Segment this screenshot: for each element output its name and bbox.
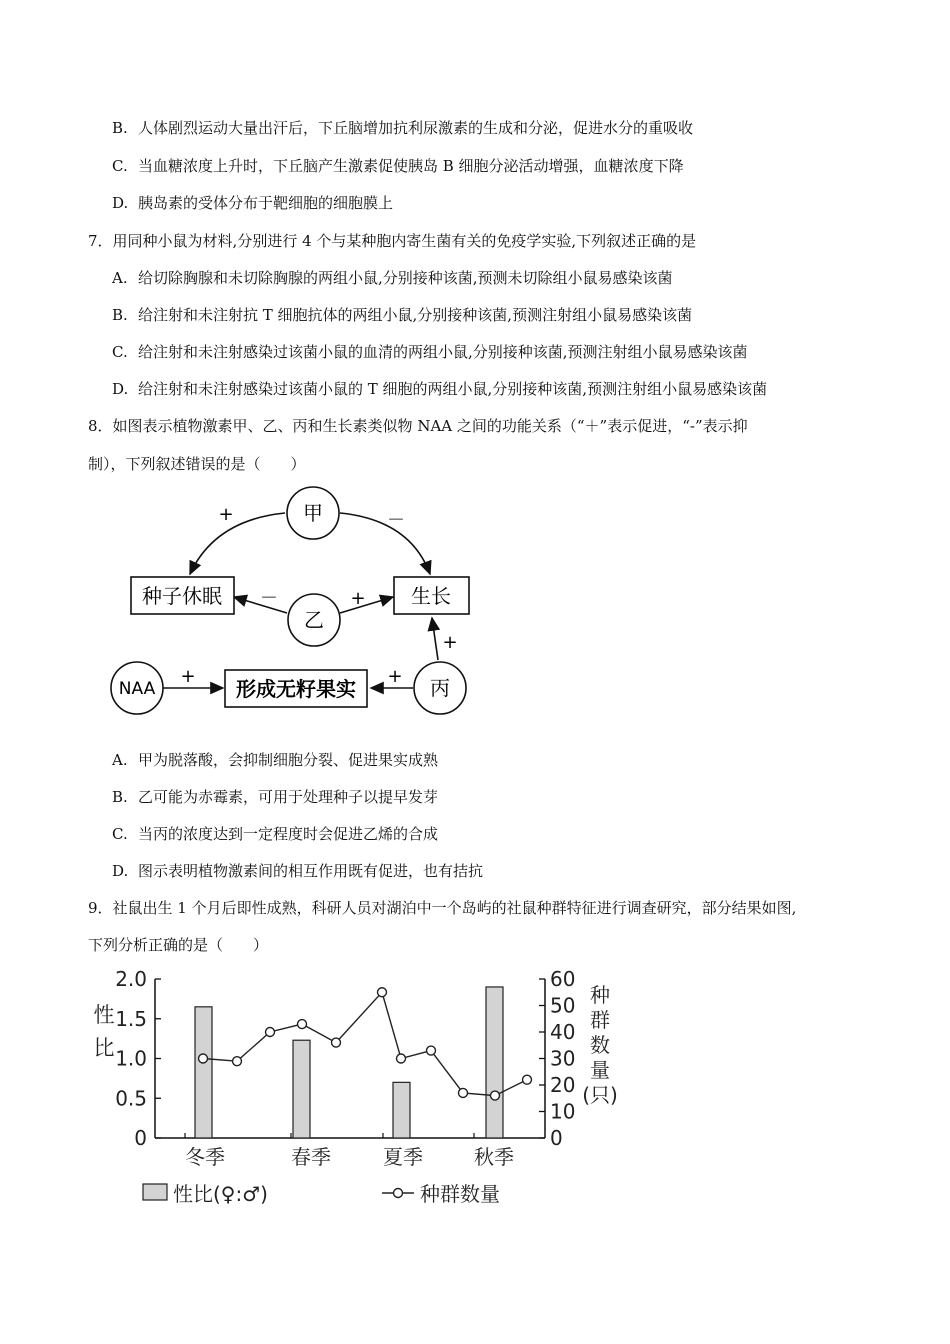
right-tick-label: 30 (550, 1046, 576, 1071)
population-point (378, 988, 387, 997)
population-point (397, 1054, 406, 1063)
sign-minus-yi-dormancy: － (260, 588, 278, 609)
category-label: 秋季 (474, 1145, 514, 1169)
right-axis-label: 种 (590, 983, 610, 1007)
sex-ratio-bar (195, 1007, 212, 1138)
left-tick-label: 0.5 (115, 1086, 147, 1111)
population-point (233, 1057, 242, 1066)
category-label: 夏季 (383, 1145, 423, 1169)
right-axis-label: (只) (582, 1083, 618, 1107)
legend-line-label: 种群数量 (420, 1182, 500, 1206)
population-point (199, 1054, 208, 1063)
population-point (491, 1091, 500, 1100)
left-tick-label: 1.5 (115, 1006, 147, 1031)
q7-stem: 7．用同种小鼠为材料,分别进行 4 个与某种胞内寄生菌有关的免疫学实验,下列叙述正确的是 (88, 232, 697, 250)
left-tick-label: 1.0 (115, 1046, 147, 1071)
sign-plus-naa-fruit: + (180, 666, 196, 687)
sex-ratio-bar (486, 987, 503, 1138)
population-point (459, 1088, 468, 1097)
right-tick-label: 0 (550, 1126, 563, 1150)
q7-option-d: D. 给注射和未注射感染过该菌小鼠的 T 细胞的两组小鼠,分别接种该菌,预测注射组小鼠易感染该菌 (112, 380, 768, 398)
left-axis-label: 比 (93, 1036, 115, 1060)
sign-plus-yi-growth: + (350, 588, 366, 609)
legend-line-marker (394, 1189, 403, 1198)
q8-option-d: D. 图示表明植物激素间的相互作用既有促进，也有拮抗 (112, 862, 484, 880)
right-tick-label: 60 (550, 967, 576, 991)
sign-plus-bing-fruit: + (387, 666, 403, 687)
label-naa: NAA (118, 679, 156, 699)
q7-option-b: B. 给注射和未注射抗 T 细胞抗体的两组小鼠,分别接种该菌,预测注射组小鼠易感染该菌 (112, 306, 693, 324)
q9-stem-line2: 下列分析正确的是（ ） (88, 936, 269, 954)
sign-plus-bing-growth: + (442, 632, 458, 653)
hormone-diagram (100, 478, 500, 728)
category-label: 冬季 (185, 1145, 225, 1169)
sex-ratio-population-chart (80, 960, 640, 1220)
category-label: 春季 (291, 1145, 331, 1169)
q7-option-c: C. 给注射和未注射感染过该菌小鼠的血清的两组小鼠,分别接种该菌,预测注射组小鼠易感染该菌 (112, 343, 748, 361)
legend-bar-label: 性比(♀:♂) (173, 1182, 268, 1206)
q6-option-b: B. 人体剧烈运动大量出汗后，下丘脑增加抗利尿激素的生成和分泌，促进水分的重吸收 (112, 119, 694, 137)
label-yi: 乙 (304, 608, 324, 632)
label-bing: 丙 (430, 676, 450, 700)
right-tick-label: 10 (550, 1099, 576, 1124)
left-tick-label: 0 (134, 1126, 147, 1150)
label-fruit: 形成无籽果实 (236, 677, 356, 701)
right-axis-label: 量 (590, 1058, 610, 1082)
q8-stem-line2: 制），下列叙述错误的是（ ） (88, 455, 306, 473)
population-point (298, 1020, 307, 1029)
population-point (332, 1038, 341, 1047)
sex-ratio-bar (293, 1040, 310, 1138)
q8-option-a: A. 甲为脱落酸，会抑制细胞分裂、促进果实成熟 (112, 751, 439, 769)
population-point (523, 1075, 532, 1084)
label-jia: 甲 (303, 501, 323, 525)
q8-option-c: C. 当丙的浓度达到一定程度时会促进乙烯的合成 (112, 825, 439, 843)
sign-minus-jia-growth: － (387, 510, 405, 531)
right-tick-label: 40 (550, 1020, 576, 1044)
q6-option-c: C. 当血糖浓度上升时，下丘脑产生激素促使胰岛 B 细胞分泌活动增强，血糖浓度下降 (112, 157, 684, 175)
left-axis-label: 性 (93, 1003, 115, 1027)
population-point (427, 1046, 436, 1055)
population-point (266, 1028, 275, 1037)
label-dormancy: 种子休眠 (142, 584, 222, 608)
population-line (203, 992, 527, 1095)
q6-option-d: D. 胰岛素的受体分布于靶细胞的细胞膜上 (112, 194, 394, 212)
q7-option-a: A. 给切除胸腺和未切除胸腺的两组小鼠,分别接种该菌,预测未切除组小鼠易感染该菌 (112, 269, 673, 287)
right-tick-label: 20 (550, 1073, 576, 1097)
right-axis-label: 群 (590, 1008, 610, 1032)
left-tick-label: 2.0 (115, 967, 147, 991)
q8-option-b: B. 乙可能为赤霉素，可用于处理种子以提早发芽 (112, 788, 439, 806)
q8-stem-line1: 8．如图表示植物激素甲、乙、丙和生长素类似物 NAA 之间的功能关系（“＋”表示促进，“-”表示抑 (88, 417, 748, 435)
sign-plus-jia-dormancy: + (218, 504, 234, 525)
q9-stem-line1: 9．社鼠出生 1 个月后即性成熟，科研人员对湖泊中一个岛屿的社鼠种群特征进行调查研究，部分结果如图, (88, 899, 797, 917)
right-axis-label: 数 (590, 1033, 610, 1057)
label-growth: 生长 (411, 584, 451, 608)
right-tick-label: 50 (550, 993, 576, 1018)
sex-ratio-bar (393, 1082, 410, 1138)
legend-bar-swatch (143, 1184, 167, 1200)
